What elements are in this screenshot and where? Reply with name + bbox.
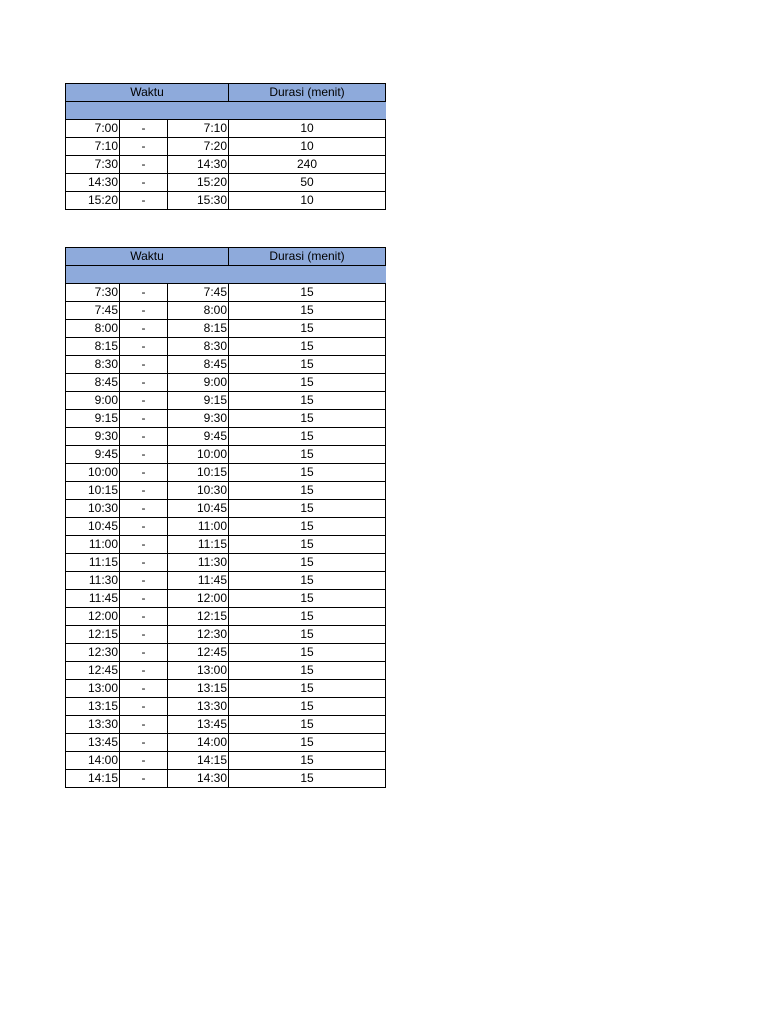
table-body [66,284,386,788]
header-band-row [66,266,386,284]
start-time-cell: 13:45 [66,734,120,752]
start-time-cell: 10:30 [66,500,120,518]
waktu-header: Waktu [66,84,229,102]
duration-cell: 10 [229,120,386,138]
separator-cell: - [120,500,168,518]
start-time-cell: 9:30 [66,428,120,446]
separator-cell: - [120,156,168,174]
separator-cell: - [120,338,168,356]
separator-cell: - [120,518,168,536]
separator-cell: - [120,356,168,374]
end-time-cell: 11:00 [168,518,229,536]
header-row [66,84,386,102]
schedule-table-1 [65,83,386,210]
start-time-cell: 14:00 [66,752,120,770]
table-row [66,138,386,156]
end-time-cell: 7:10 [168,120,229,138]
duration-cell: 15 [229,428,386,446]
start-time-cell: 8:15 [66,338,120,356]
table-row [66,392,386,410]
table-row [66,716,386,734]
table-row [66,482,386,500]
table-row [66,554,386,572]
end-time-cell: 11:30 [168,554,229,572]
end-time-cell: 8:45 [168,356,229,374]
duration-cell: 15 [229,554,386,572]
end-time-cell: 7:45 [168,284,229,302]
end-time-cell: 12:45 [168,644,229,662]
duration-cell: 15 [229,392,386,410]
duration-cell: 15 [229,698,386,716]
end-time-cell: 10:45 [168,500,229,518]
end-time-cell: 12:15 [168,608,229,626]
separator-cell: - [120,734,168,752]
separator-cell: - [120,608,168,626]
end-time-cell: 12:00 [168,590,229,608]
table-row [66,410,386,428]
table-row [66,662,386,680]
duration-cell: 15 [229,518,386,536]
separator-cell: - [120,698,168,716]
duration-cell: 15 [229,356,386,374]
duration-cell: 15 [229,500,386,518]
start-time-cell: 12:00 [66,608,120,626]
separator-cell: - [120,284,168,302]
header-row [66,248,386,266]
duration-cell: 15 [229,608,386,626]
separator-cell: - [120,536,168,554]
separator-cell: - [120,482,168,500]
durasi-header: Durasi (menit) [229,248,386,266]
start-time-cell: 15:20 [66,192,120,210]
duration-cell: 15 [229,734,386,752]
schedule-table-2 [65,247,386,788]
duration-cell: 15 [229,572,386,590]
table-row [66,572,386,590]
table-row [66,518,386,536]
table-row [66,626,386,644]
table-row [66,536,386,554]
end-time-cell: 8:30 [168,338,229,356]
table-row [66,356,386,374]
end-time-cell: 9:30 [168,410,229,428]
duration-cell: 10 [229,138,386,156]
table-row [66,320,386,338]
end-time-cell: 9:00 [168,374,229,392]
table-row [66,752,386,770]
duration-cell: 10 [229,192,386,210]
separator-cell: - [120,662,168,680]
start-time-cell: 10:00 [66,464,120,482]
waktu-header: Waktu [66,248,229,266]
start-time-cell: 14:15 [66,770,120,788]
separator-cell: - [120,446,168,464]
duration-cell: 15 [229,590,386,608]
start-time-cell: 10:15 [66,482,120,500]
table-row [66,192,386,210]
duration-cell: 15 [229,302,386,320]
separator-cell: - [120,320,168,338]
start-time-cell: 12:30 [66,644,120,662]
start-time-cell: 7:30 [66,284,120,302]
end-time-cell: 14:30 [168,156,229,174]
end-time-cell: 11:15 [168,536,229,554]
end-time-cell: 15:20 [168,174,229,192]
table-row [66,770,386,788]
table-body [66,120,386,210]
end-time-cell: 8:15 [168,320,229,338]
separator-cell: - [120,410,168,428]
table-row [66,464,386,482]
start-time-cell: 12:15 [66,626,120,644]
start-time-cell: 7:00 [66,120,120,138]
duration-cell: 15 [229,752,386,770]
separator-cell: - [120,138,168,156]
end-time-cell: 13:00 [168,662,229,680]
duration-cell: 15 [229,374,386,392]
header-band-row [66,102,386,120]
end-time-cell: 13:15 [168,680,229,698]
table-row [66,698,386,716]
start-time-cell: 7:30 [66,156,120,174]
separator-cell: - [120,626,168,644]
table-row [66,680,386,698]
duration-cell: 15 [229,644,386,662]
table-row [66,338,386,356]
duration-cell: 240 [229,156,386,174]
table-row [66,284,386,302]
start-time-cell: 8:45 [66,374,120,392]
duration-cell: 15 [229,464,386,482]
separator-cell: - [120,120,168,138]
end-time-cell: 8:00 [168,302,229,320]
duration-cell: 15 [229,770,386,788]
duration-cell: 15 [229,626,386,644]
separator-cell: - [120,464,168,482]
durasi-header: Durasi (menit) [229,84,386,102]
separator-cell: - [120,174,168,192]
start-time-cell: 13:00 [66,680,120,698]
start-time-cell: 11:30 [66,572,120,590]
start-time-cell: 7:10 [66,138,120,156]
end-time-cell: 13:30 [168,698,229,716]
separator-cell: - [120,374,168,392]
table-row [66,428,386,446]
separator-cell: - [120,680,168,698]
end-time-cell: 14:15 [168,752,229,770]
end-time-cell: 12:30 [168,626,229,644]
start-time-cell: 9:15 [66,410,120,428]
table-row [66,644,386,662]
end-time-cell: 11:45 [168,572,229,590]
start-time-cell: 11:15 [66,554,120,572]
separator-cell: - [120,554,168,572]
separator-cell: - [120,716,168,734]
end-time-cell: 10:15 [168,464,229,482]
start-time-cell: 8:30 [66,356,120,374]
table-row [66,374,386,392]
separator-cell: - [120,392,168,410]
start-time-cell: 13:15 [66,698,120,716]
table-row [66,590,386,608]
duration-cell: 15 [229,536,386,554]
separator-cell: - [120,302,168,320]
separator-cell: - [120,192,168,210]
end-time-cell: 7:20 [168,138,229,156]
end-time-cell: 14:00 [168,734,229,752]
table-row [66,174,386,192]
end-time-cell: 14:30 [168,770,229,788]
start-time-cell: 11:45 [66,590,120,608]
duration-cell: 15 [229,410,386,428]
start-time-cell: 11:00 [66,536,120,554]
table-row [66,156,386,174]
end-time-cell: 9:15 [168,392,229,410]
separator-cell: - [120,590,168,608]
table-row [66,446,386,464]
separator-cell: - [120,770,168,788]
start-time-cell: 9:45 [66,446,120,464]
duration-cell: 15 [229,320,386,338]
table-row [66,608,386,626]
start-time-cell: 14:30 [66,174,120,192]
separator-cell: - [120,428,168,446]
table-row [66,302,386,320]
duration-cell: 15 [229,284,386,302]
start-time-cell: 8:00 [66,320,120,338]
start-time-cell: 7:45 [66,302,120,320]
separator-cell: - [120,644,168,662]
duration-cell: 15 [229,716,386,734]
end-time-cell: 10:30 [168,482,229,500]
header-band [66,102,386,120]
start-time-cell: 12:45 [66,662,120,680]
start-time-cell: 9:00 [66,392,120,410]
duration-cell: 15 [229,482,386,500]
end-time-cell: 10:00 [168,446,229,464]
duration-cell: 15 [229,446,386,464]
separator-cell: - [120,572,168,590]
table-row [66,500,386,518]
duration-cell: 15 [229,680,386,698]
duration-cell: 50 [229,174,386,192]
end-time-cell: 13:45 [168,716,229,734]
end-time-cell: 9:45 [168,428,229,446]
table-row [66,120,386,138]
duration-cell: 15 [229,662,386,680]
start-time-cell: 10:45 [66,518,120,536]
duration-cell: 15 [229,338,386,356]
table-row [66,734,386,752]
start-time-cell: 13:30 [66,716,120,734]
header-band [66,266,386,284]
separator-cell: - [120,752,168,770]
end-time-cell: 15:30 [168,192,229,210]
